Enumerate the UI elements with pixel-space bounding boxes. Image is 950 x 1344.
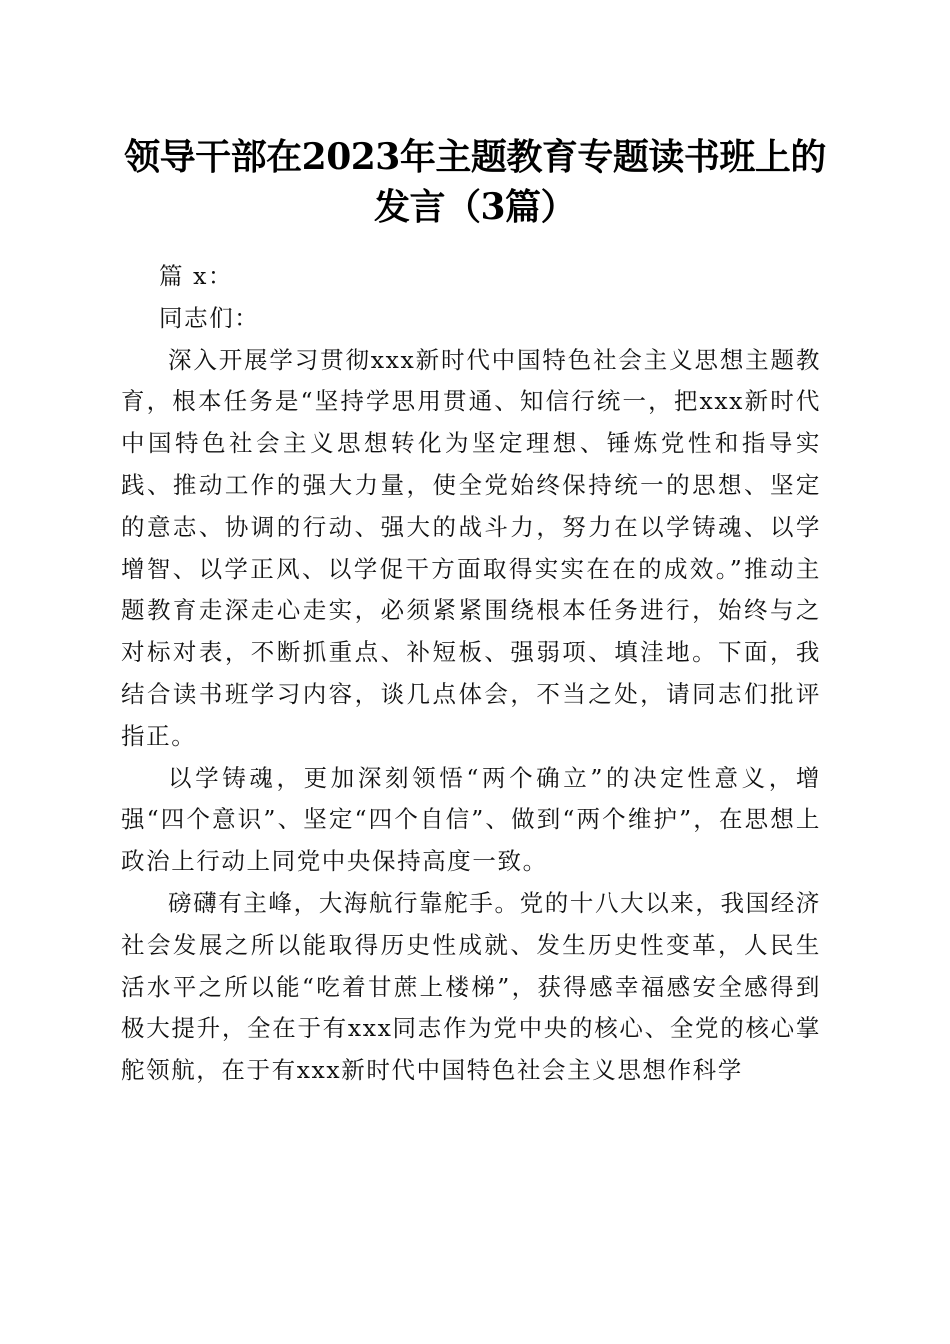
title-line-2: 发言（3篇） — [373, 186, 577, 228]
document-title — [110, 132, 840, 232]
document-body — [121, 256, 821, 1092]
section-label: 篇 x： — [159, 262, 234, 290]
paragraph-heading-1: 以学铸魂，更加深刻领悟“两个确立”的决定性意义，增强“四个意识”、坚定“四个自信”、做到“两个维护”，在思想上政治上行动上同党中央保持高度一致。 — [121, 763, 821, 876]
paragraph-body-1: 磅礴有主峰，大海航行靠舵手。党的十八大以来，我国经济社会发展之所以能取得历史性成就、发生历史性变革，人民生活水平之所以能“吃着甘蔗上楼梯”，获得感幸福感安全感得到极大提升，全在于有xxx同志作为党中央的核心、全党的核心掌舵领航，在于有xxx新时代中国特色社会主义思想作科学 — [121, 888, 821, 1085]
title-line-1: 领导干部在2023年主题教育专题读书班上的 — [124, 136, 826, 178]
paragraph-intro: 深入开展学习贯彻xxx新时代中国特色社会主义思想主题教育，根本任务是“坚持学思用贯通、知信行统一，把xxx新时代中国特色社会主义思想转化为坚定理想、锤炼党性和指导实践、推动工作的强大力量，使全党始终保持统一的思想、坚定的意志、协调的行动、强大的战斗力，努力在以学铸魂、以学增智、以学正风、以学促干方面取得实实在在的成效。”推动主题教育走深走心走实，必须紧紧围绕根本任务进行，始终与之对标对表，不断抓重点、补短板、强弱项、填洼地。下面，我结合读书班学习内容，谈几点体会，不当之处，请同志们批评指正。 — [121, 345, 821, 750]
salutation: 同志们： — [159, 303, 260, 332]
